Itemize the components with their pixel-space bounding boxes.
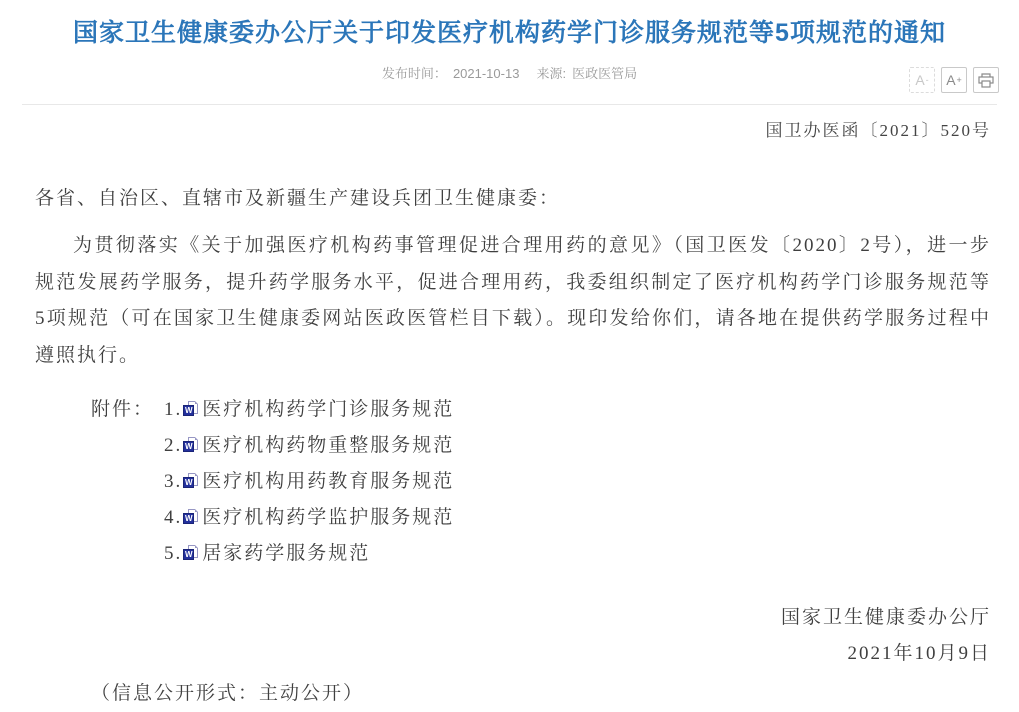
attachment-number: 1. xyxy=(164,399,183,420)
attachment-title: 医疗机构药物重整服务规范 xyxy=(202,435,455,456)
article-header xyxy=(0,0,1019,81)
attachment-row xyxy=(35,428,991,464)
source-value: 医政医管局 xyxy=(572,66,638,81)
attachment-title: 居家药学服务规范 xyxy=(202,543,371,564)
attachments-section xyxy=(35,392,991,572)
attachment-number: 2. xyxy=(164,435,183,456)
signature-org: 国家卫生健康委办公厅 xyxy=(780,607,991,628)
attachment-row xyxy=(35,536,991,572)
word-doc-icon: W xyxy=(183,473,199,489)
font-decrease-button[interactable]: A - xyxy=(909,67,935,93)
publish-time-value: 2021-10-13 xyxy=(452,66,520,81)
attachment-item-3[interactable] xyxy=(164,471,454,492)
attachment-number: 4. xyxy=(164,507,183,528)
signature-block xyxy=(35,600,991,672)
attachments-label: 附件： xyxy=(91,399,155,420)
source-label: 来源: xyxy=(536,66,567,81)
article-meta xyxy=(0,66,1019,81)
font-increase-button[interactable]: A + xyxy=(941,67,967,93)
toolbar xyxy=(909,67,999,93)
page-title: 国家卫生健康委办公厅关于印发医疗机构药学门诊服务规范等5项规范的通知 xyxy=(73,19,946,47)
attachment-item-5[interactable] xyxy=(164,543,370,564)
attachment-row xyxy=(35,500,991,536)
disclosure-note: （信息公开形式：主动公开） xyxy=(91,683,365,704)
signature-date: 2021年10月9日 xyxy=(847,643,991,664)
body-paragraph: 为贯彻落实《关于加强医疗机构药事管理促进合理用药的意见》（国卫医发〔2020〕2号），进一步规范发展药学服务，提升药学服务水平，促进合理用药，我委组织制定了医疗机构药学门诊服务规范等5项规范（可在国家卫生健康委网站医政医管栏目下载）。现印发给你们，请各地在提供药学服务过程中遵照执行。 xyxy=(35,235,991,366)
print-button[interactable] xyxy=(973,67,999,93)
publish-time-label: 发布时间： xyxy=(381,66,447,81)
document-body xyxy=(0,118,1019,712)
attachment-row xyxy=(35,464,991,500)
attachment-item-1[interactable] xyxy=(164,399,454,420)
attachment-title: 医疗机构药学监护服务规范 xyxy=(202,507,455,528)
header-divider xyxy=(22,104,997,105)
printer-icon xyxy=(978,73,994,88)
attachment-number: 5. xyxy=(164,543,183,564)
attachment-item-2[interactable] xyxy=(164,435,454,456)
attachment-title: 医疗机构用药教育服务规范 xyxy=(202,471,455,492)
attachment-title: 医疗机构药学门诊服务规范 xyxy=(202,399,455,420)
word-doc-icon: W xyxy=(183,545,199,561)
document-number: 国卫办医函〔2021〕520号 xyxy=(765,121,991,140)
word-doc-icon: W xyxy=(183,509,199,525)
word-doc-icon: W xyxy=(183,401,199,417)
word-doc-icon: W xyxy=(183,437,199,453)
attachment-row xyxy=(35,392,991,428)
attachment-item-4[interactable] xyxy=(164,507,454,528)
attachment-number: 3. xyxy=(164,471,183,492)
salutation: 各省、自治区、直辖市及新疆生产建设兵团卫生健康委： xyxy=(35,188,561,209)
